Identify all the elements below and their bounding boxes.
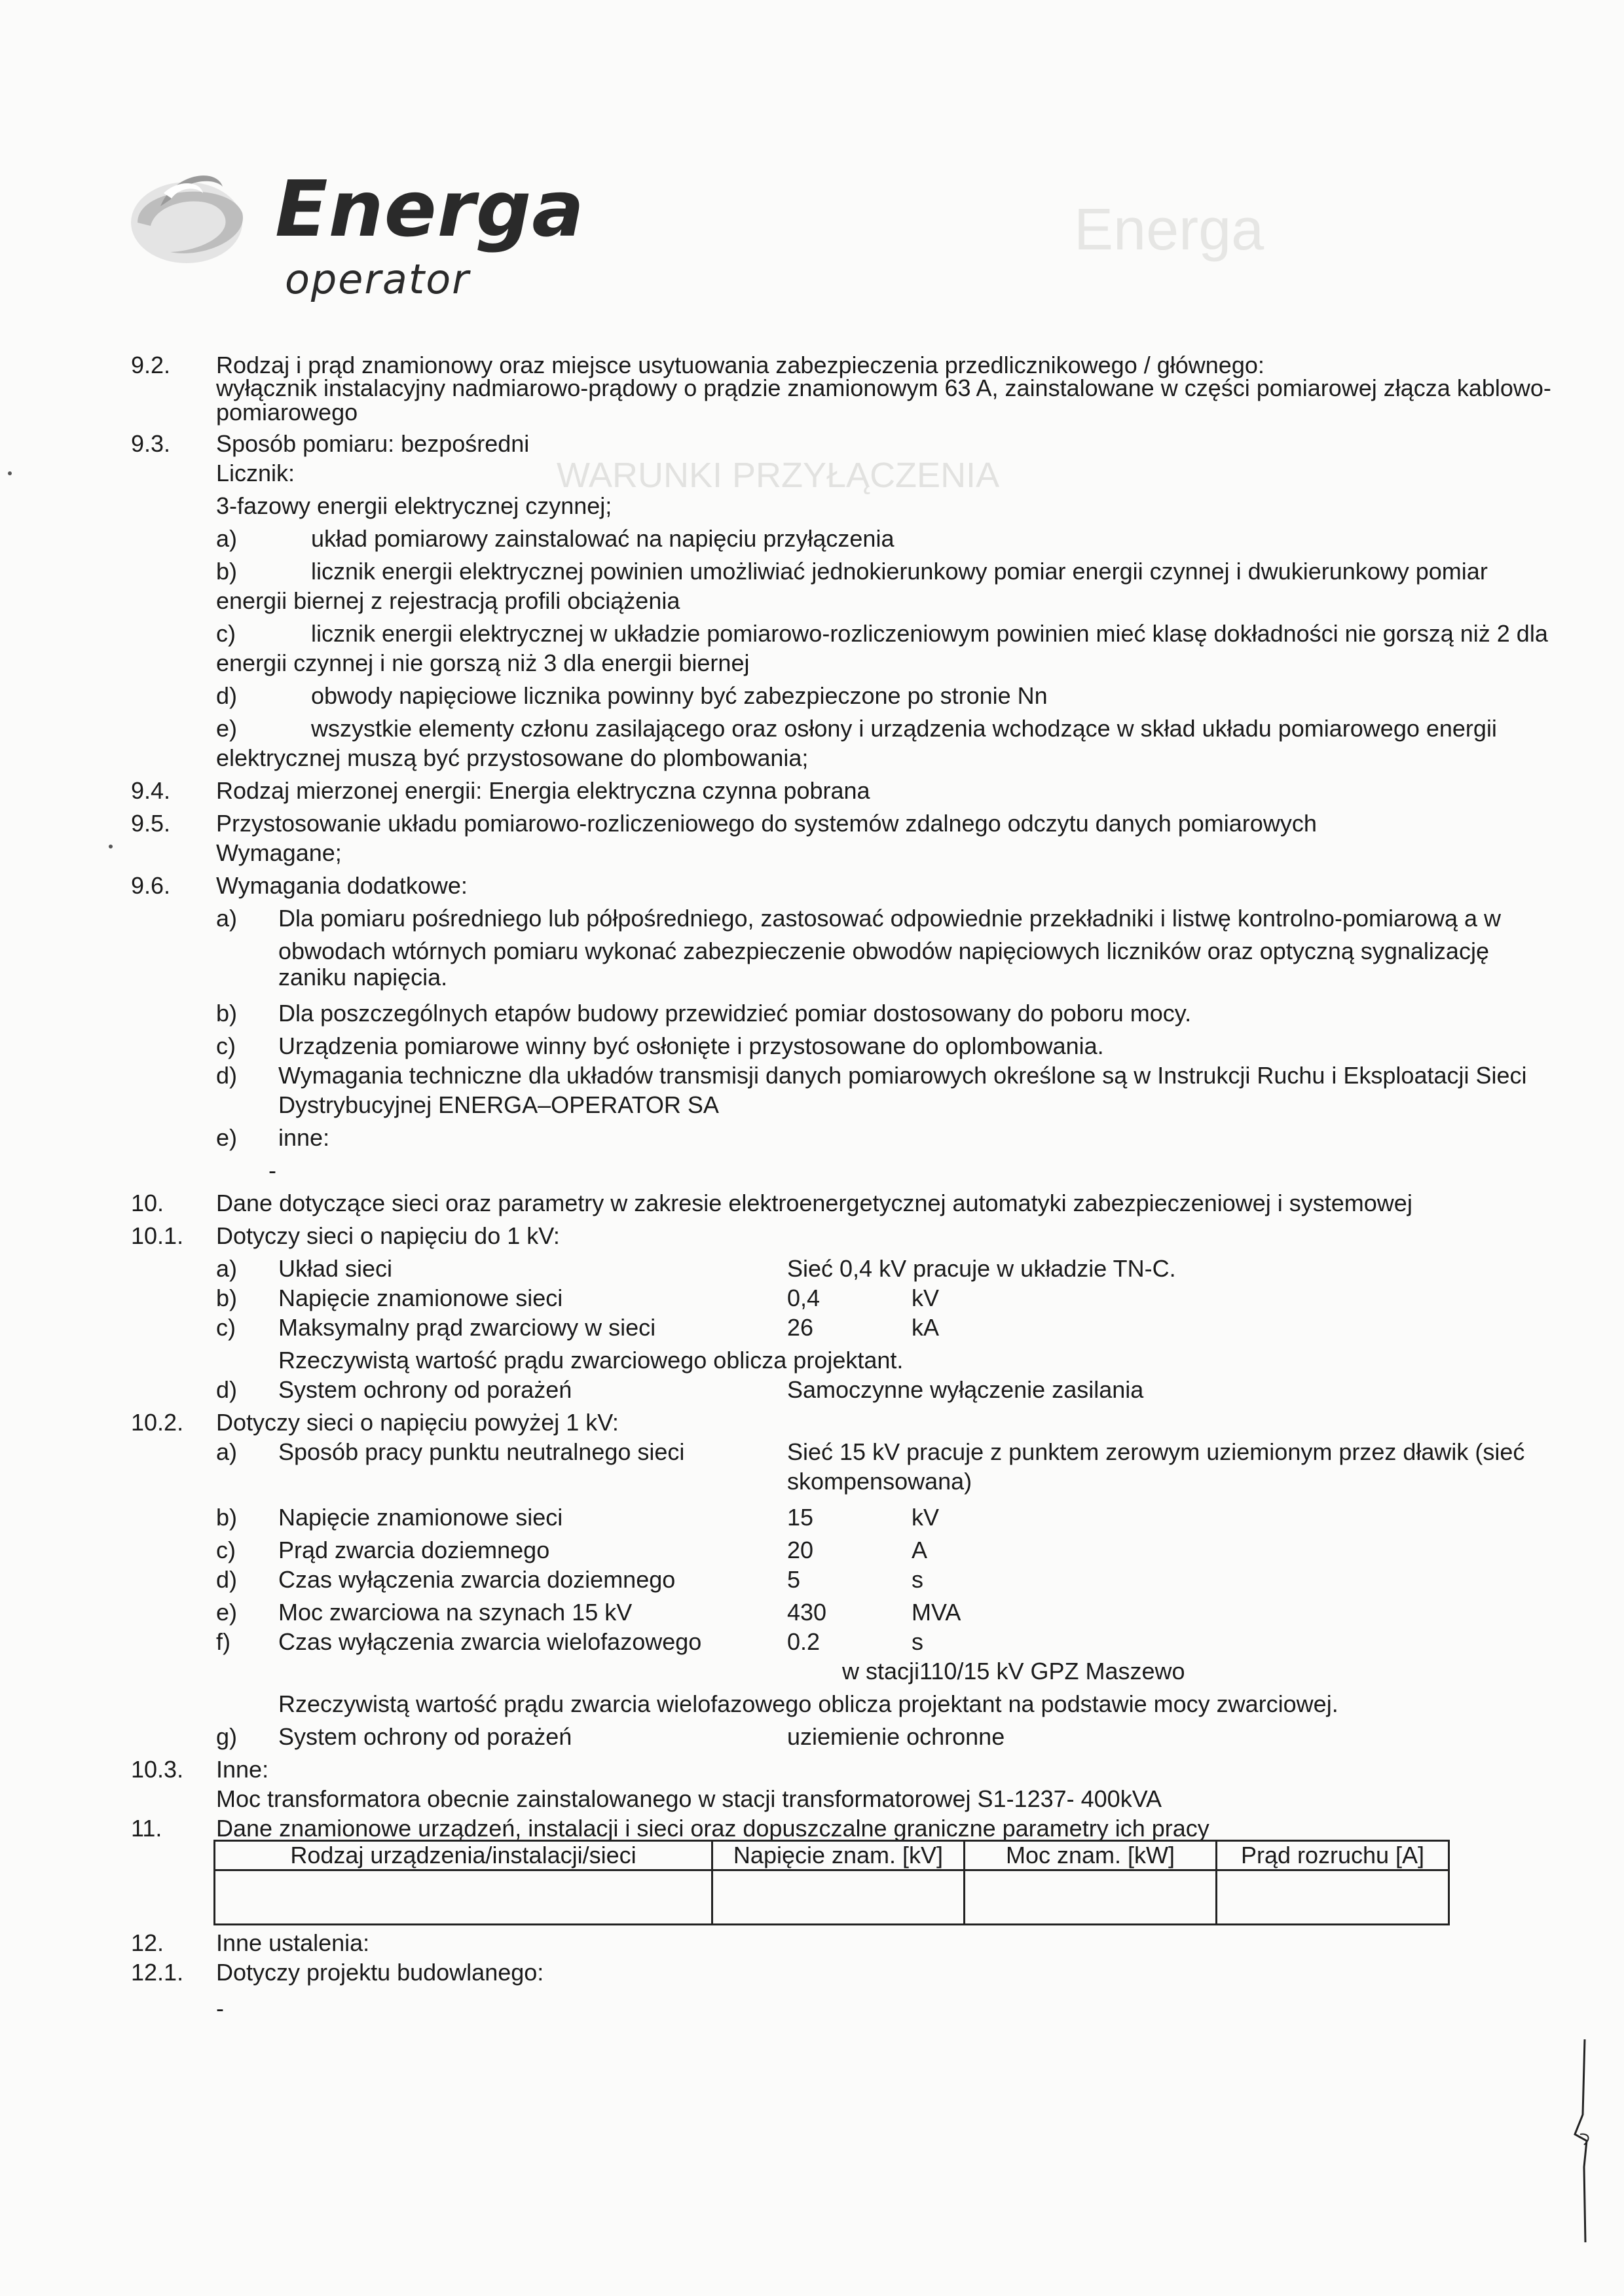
text-line: inne: xyxy=(278,1124,330,1151)
item-letter: b) xyxy=(216,558,238,585)
item-letter: e) xyxy=(216,1599,238,1626)
section-number: 9.2. xyxy=(131,352,171,378)
table-cell xyxy=(712,1870,965,1925)
text-line: energii czynnej i nie gorszą niż 3 dla energii biernej xyxy=(216,649,750,676)
energa-logo xyxy=(124,151,596,308)
item-letter: c) xyxy=(216,620,236,647)
text-line: Prąd zwarcia doziemnego xyxy=(278,1537,550,1563)
parameter-value: Sieć 0,4 kV pracuje w układzie TN-C. xyxy=(787,1255,1176,1282)
text-line: elektrycznej muszą być przystosowane do plombowania; xyxy=(216,744,809,771)
item-letter: f) xyxy=(216,1628,231,1655)
text-line: obwody napięciowe licznika powinny być zabezpieczone po stronie Nn xyxy=(311,682,1048,709)
table-row xyxy=(215,1870,1449,1925)
item-letter: d) xyxy=(216,1062,238,1089)
item-letter: c) xyxy=(216,1537,236,1563)
text-line: Dystrybucyjnej ENERGA–OPERATOR SA xyxy=(278,1091,719,1118)
text-line: System ochrony od porażeń xyxy=(278,1723,572,1750)
section-number: 10.3. xyxy=(131,1756,184,1783)
section-number: 9.4. xyxy=(131,777,171,804)
text-line: pomiarowego xyxy=(216,399,358,426)
section-number: 11. xyxy=(131,1815,162,1842)
ghost-show-through: WARUNKI PRZYŁĄCZENIA xyxy=(557,456,1000,495)
item-letter: e) xyxy=(216,715,238,742)
parameter-value: 5 xyxy=(787,1566,801,1593)
text-line: Wymagane; xyxy=(216,839,342,866)
text-line: Napięcie znamionowe sieci xyxy=(278,1504,563,1531)
text-line: zaniku napięcia. xyxy=(278,964,448,991)
item-letter: a) xyxy=(216,1438,238,1465)
text-line: Dotyczy sieci o napięciu powyżej 1 kV: xyxy=(216,1409,619,1436)
text-line: Dotyczy projektu budowlanego: xyxy=(216,1959,544,1986)
section-number: 9.6. xyxy=(131,872,171,899)
parameter-unit: kV xyxy=(912,1285,940,1311)
parameter-unit: s xyxy=(912,1566,923,1593)
text-line: Inne ustalenia: xyxy=(216,1929,370,1956)
text-line: Inne: xyxy=(216,1756,269,1783)
text-line: Wymagania techniczne dla układów transmisji danych pomiarowych określone są w Instrukcji Ruchu i Eksploatacji Sieci xyxy=(278,1062,1527,1089)
text-line: Czas wyłączenia zwarcia doziemnego xyxy=(278,1566,676,1593)
section-number: 9.3. xyxy=(131,430,171,457)
text-line: Dla poszczególnych etapów budowy przewidzieć pomiar dostosowany do poboru mocy. xyxy=(278,1000,1192,1027)
table-header-cell: Napięcie znam. [kV] xyxy=(712,1841,965,1870)
parameter-unit: kV xyxy=(912,1504,940,1531)
text-line: Czas wyłączenia zwarcia wielofazowego xyxy=(278,1628,702,1655)
parameters-table xyxy=(213,1840,1450,1925)
text-line: Licznik: xyxy=(216,460,295,486)
item-letter: e) xyxy=(216,1124,238,1151)
text-line: Dane dotyczące sieci oraz parametry w zakresie elektroenergetycznej automatyki zabezpieczeniowej i systemowej xyxy=(216,1190,1412,1216)
text-line: Dotyczy sieci o napięciu do 1 kV: xyxy=(216,1222,560,1249)
text-line: wyłącznik instalacyjny nadmiarowo-prądowy o prądzie znamionowym 63 A, zainstalowane w części pomiarowej złącza kablowo- xyxy=(216,374,1551,401)
item-letter: d) xyxy=(216,1376,238,1403)
text-line: Wymagania dodatkowe: xyxy=(216,872,468,899)
text-line: System ochrony od porażeń xyxy=(278,1376,572,1403)
parameter-value: uziemienie ochronne xyxy=(787,1723,1005,1750)
text-line: Rodzaj mierzonej energii: Energia elektryczna czynna pobrana xyxy=(216,777,870,804)
item-letter: a) xyxy=(216,1255,238,1282)
item-letter: b) xyxy=(216,1000,238,1027)
scan-dot xyxy=(8,471,12,475)
parameter-value: 0,4 xyxy=(787,1285,821,1311)
parameter-value: w stacji110/15 kV GPZ Maszewo xyxy=(842,1658,1185,1685)
parameter-unit: s xyxy=(912,1628,923,1655)
parameter-unit: kA xyxy=(912,1314,940,1341)
parameter-unit: A xyxy=(912,1537,928,1563)
item-letter: b) xyxy=(216,1285,238,1311)
section-number: 9.5. xyxy=(131,810,171,837)
text-line: Rzeczywistą wartość prądu zwarcia wielofazowego oblicza projektant na podstawie mocy zwarciowej. xyxy=(278,1690,1338,1717)
table-cell xyxy=(1217,1870,1449,1925)
table-cell xyxy=(215,1870,712,1925)
parameter-unit: MVA xyxy=(912,1599,961,1626)
parameter-value: 15 xyxy=(787,1504,814,1531)
logo-brand: Energa xyxy=(275,164,585,254)
parameter-value: Samoczynne wyłączenie zasilania xyxy=(787,1376,1144,1403)
section-number: 12. xyxy=(131,1929,164,1956)
section-number: 12.1. xyxy=(131,1959,184,1986)
scan-dot xyxy=(109,845,113,848)
text-line: Dane znamionowe urządzeń, instalacji i sieci oraz dopuszczalne graniczne parametry ich pracy xyxy=(216,1815,1209,1842)
item-letter: d) xyxy=(216,682,238,709)
table-header-row xyxy=(215,1841,1449,1870)
text-line: Przystosowanie układu pomiarowo-rozliczeniowego do systemów zdalnego odczytu danych pomiarowych xyxy=(216,810,1317,837)
parameter-value: skompensowana) xyxy=(787,1468,972,1495)
item-letter: a) xyxy=(216,525,238,552)
item-letter: d) xyxy=(216,1566,238,1593)
item-letter: a) xyxy=(216,905,238,932)
text-line: Rzeczywistą wartość prądu zwarciowego oblicza projektant. xyxy=(278,1347,904,1374)
text-line: 3-fazowy energii elektrycznej czynnej; xyxy=(216,492,612,519)
item-letter: b) xyxy=(216,1504,238,1531)
item-letter: c) xyxy=(216,1314,236,1341)
text-line: Maksymalny prąd zwarciowy w sieci xyxy=(278,1314,656,1341)
text-line: licznik energii elektrycznej powinien umożliwiać jednokierunkowy pomiar energii czynnej i dwukierunkowy pomiar xyxy=(311,558,1488,585)
text-line: licznik energii elektrycznej w układzie pomiarowo-rozliczeniowym powinien mieć klasę dokładności nie gorszą niż 2 dla xyxy=(311,620,1548,647)
table-cell xyxy=(965,1870,1217,1925)
text-line: obwodach wtórnych pomiaru wykonać zabezpieczenie obwodów napięciowych liczników oraz optyczną sygnalizację xyxy=(278,938,1489,964)
text-line: - xyxy=(268,1157,276,1184)
text-line: Moc transformatora obecnie zainstalowanego w stacji transformatorowej S1-1237- 400kVA xyxy=(216,1785,1162,1812)
item-letter: g) xyxy=(216,1723,238,1750)
text-line: Urządzenia pomiarowe winny być osłonięte i przystosowane do oplombowania. xyxy=(278,1032,1104,1059)
text-line: Napięcie znamionowe sieci xyxy=(278,1285,563,1311)
signature-mark xyxy=(1568,2036,1601,2246)
table-header-cell: Moc znam. [kW] xyxy=(965,1841,1217,1870)
text-line: Układ sieci xyxy=(278,1255,393,1282)
text-line: - xyxy=(216,1995,224,2022)
text-line: energii biernej z rejestracją profili obciążenia xyxy=(216,587,680,614)
parameter-value: 26 xyxy=(787,1314,814,1341)
table-header-cell: Prąd rozruchu [A] xyxy=(1217,1841,1449,1870)
section-number: 10.1. xyxy=(131,1222,184,1249)
logo-subtitle: operator xyxy=(285,255,470,303)
text-line: wszystkie elementy członu zasilającego oraz osłony i urządzenia wchodzące w skład układu pomiarowego energii xyxy=(311,715,1497,742)
text-line: Rodzaj i prąd znamionowy oraz miejsce usytuowania zabezpieczenia przedlicznikowego / głównego: xyxy=(216,352,1264,378)
text-line: Dla pomiaru pośredniego lub półpośredniego, zastosować odpowiednie przekładniki i listwę kontrolno-pomiarową a w xyxy=(278,905,1502,932)
ghost-show-through: Energa xyxy=(1074,197,1264,263)
table-header-cell: Rodzaj urządzenia/instalacji/sieci xyxy=(215,1841,712,1870)
text-line: Sposób pomiaru: bezpośredni xyxy=(216,430,530,457)
energa-swirl-logo-icon xyxy=(124,160,262,272)
parameter-value: 430 xyxy=(787,1599,827,1626)
parameter-value: Sieć 15 kV pracuje z punktem zerowym uziemionym przez dławik (sieć xyxy=(787,1438,1525,1465)
item-letter: c) xyxy=(216,1032,236,1059)
text-line: Sposób pracy punktu neutralnego sieci xyxy=(278,1438,685,1465)
text-line: Moc zwarciowa na szynach 15 kV xyxy=(278,1599,633,1626)
text-line: układ pomiarowy zainstalować na napięciu przyłączenia xyxy=(311,525,895,552)
parameter-value: 20 xyxy=(787,1537,814,1563)
section-number: 10.2. xyxy=(131,1409,184,1436)
section-number: 10. xyxy=(131,1190,164,1216)
parameter-value: 0.2 xyxy=(787,1628,821,1655)
